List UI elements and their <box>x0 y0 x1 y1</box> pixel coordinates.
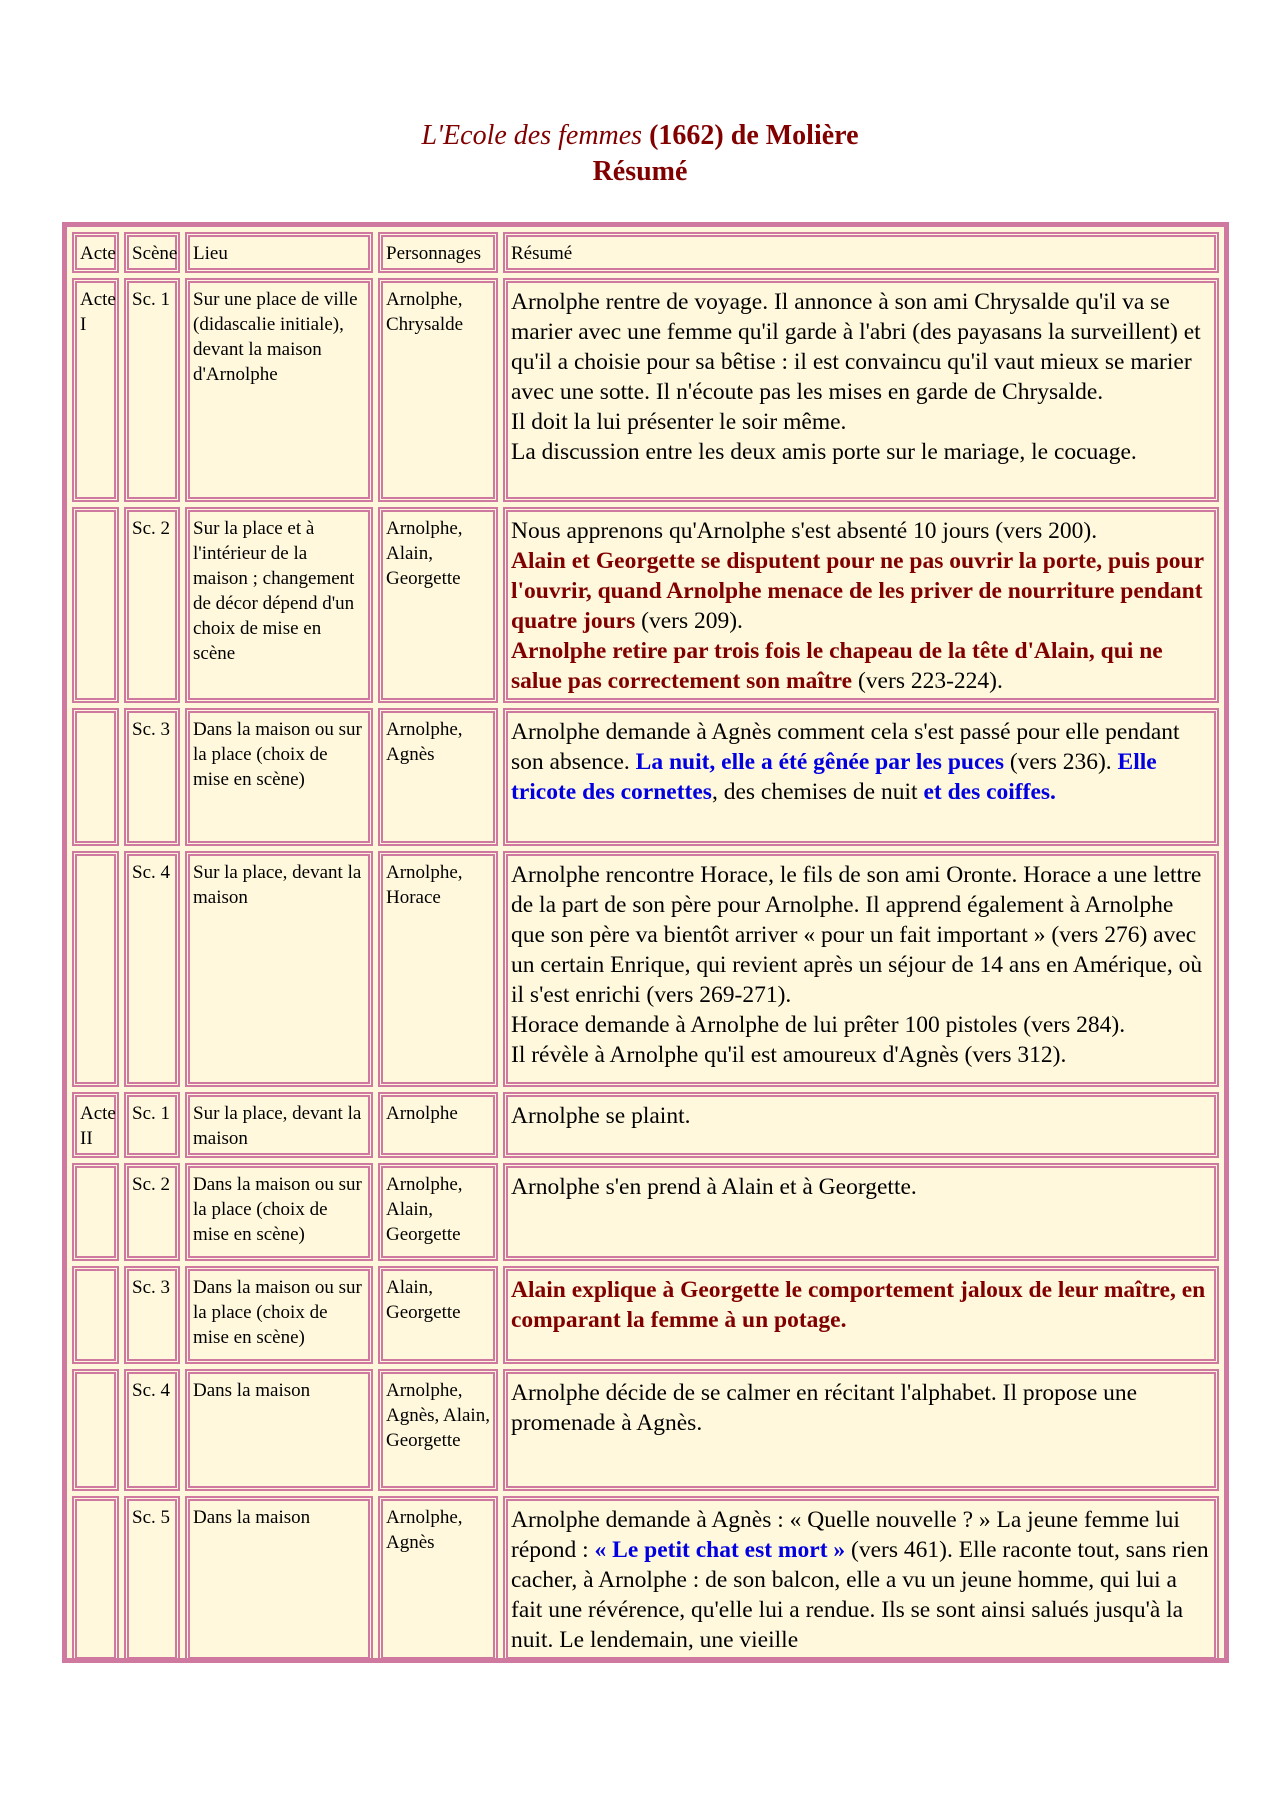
resume-text: Horace demande à Arnolphe de lui prêter 100 pistoles (vers 284). <box>511 1012 1126 1038</box>
table-row <box>72 1266 1219 1364</box>
cell-personnages: Arnolphe, Alain, Georgette <box>378 507 498 703</box>
resume-paragraph <box>511 1378 1211 1438</box>
resume-paragraph <box>511 1101 1211 1131</box>
title-rest: (1662) de Molière <box>642 120 859 151</box>
highlight-blue: Elle tricote des cornettes <box>511 749 1157 805</box>
header-scene: Scène <box>124 232 180 273</box>
resume-text: (vers 209). <box>635 608 743 634</box>
cell-acte: Acte I <box>72 278 119 502</box>
cell-personnages: Arnolphe <box>378 1092 498 1158</box>
highlight-red: Alain et Georgette se disputent pour ne pas ouvrir la porte, puis pour l'ouvrir, quand Arnolphe menace de les priver de nourriture pendant quatre jours <box>511 548 1204 634</box>
cell-resume <box>503 1496 1219 1662</box>
highlight-blue: et des coiffes. <box>923 779 1056 805</box>
resume-text: Arnolphe demande à Agnès : « Quelle nouvelle ? » La jeune femme lui répond : <box>511 1507 1180 1563</box>
cell-resume <box>503 1266 1219 1364</box>
cell-scene: Sc. 5 <box>124 1496 180 1662</box>
cell-resume <box>503 851 1219 1087</box>
cell-scene: Sc. 2 <box>124 507 180 703</box>
table-row <box>72 1163 1219 1261</box>
title-line <box>0 118 1280 154</box>
header-acte: Acte <box>72 232 119 273</box>
cell-acte <box>72 1163 119 1261</box>
cell-personnages: Arnolphe, Agnès, Alain, Georgette <box>378 1369 498 1491</box>
resume-text: Arnolphe se plaint. <box>511 1103 691 1129</box>
cell-lieu: Dans la maison <box>185 1369 373 1491</box>
resume-paragraph <box>511 1040 1211 1070</box>
cell-scene: Sc. 4 <box>124 851 180 1087</box>
resume-text: Arnolphe s'en prend à Alain et à Georgette. <box>511 1174 917 1200</box>
cell-resume <box>503 278 1219 502</box>
header-row <box>72 232 1219 273</box>
cell-scene: Sc. 2 <box>124 1163 180 1261</box>
cell-personnages: Alain, Georgette <box>378 1266 498 1364</box>
resume-paragraph <box>511 1172 1211 1202</box>
resume-paragraph <box>511 407 1211 437</box>
resume-text: , des chemises de nuit <box>711 779 924 805</box>
cell-resume <box>503 708 1219 846</box>
resume-text: (vers 223-224). <box>852 668 1003 694</box>
cell-lieu: Sur la place et à l'intérieur de la maison ; changement de décor dépend d'un choix de mise en scène <box>185 507 373 703</box>
cell-scene: Sc. 4 <box>124 1369 180 1491</box>
resume-paragraph <box>511 437 1211 467</box>
resume-text: Il doit la lui présenter le soir même. <box>511 409 847 435</box>
table-row <box>72 278 1219 502</box>
cell-acte <box>72 708 119 846</box>
cell-acte: Acte II <box>72 1092 119 1158</box>
highlight-blue: « Le petit chat est mort » <box>594 1537 846 1563</box>
resume-paragraph <box>511 287 1211 407</box>
resume-paragraph <box>511 636 1211 696</box>
cell-acte <box>72 1369 119 1491</box>
cell-lieu: Dans la maison ou sur la place (choix de mise en scène) <box>185 1163 373 1261</box>
cell-scene: Sc. 3 <box>124 708 180 846</box>
cell-lieu: Dans la maison ou sur la place (choix de mise en scène) <box>185 708 373 846</box>
highlight-red: Alain explique à Georgette le comportement jaloux de leur maître, en comparant la femme à un potage. <box>511 1277 1206 1333</box>
table-row <box>72 851 1219 1087</box>
summary-table <box>67 227 1224 1663</box>
table-row <box>72 1369 1219 1491</box>
header-lieu: Lieu <box>185 232 373 273</box>
table-row <box>72 1496 1219 1662</box>
table-row <box>72 1092 1219 1158</box>
highlight-red: Arnolphe retire par trois fois le chapeau de la tête d'Alain, qui ne salue pas correctement son maître <box>511 638 1163 694</box>
cell-acte <box>72 1496 119 1662</box>
subtitle: Résumé <box>592 156 688 187</box>
resume-paragraph <box>511 1275 1211 1335</box>
cell-lieu: Dans la maison ou sur la place (choix de mise en scène) <box>185 1266 373 1364</box>
cell-personnages: Arnolphe, Agnès <box>378 708 498 846</box>
highlight-blue: La nuit, elle a été gênée par les puces <box>635 749 1004 775</box>
resume-text: Il révèle à Arnolphe qu'il est amoureux d'Agnès (vers 312). <box>511 1042 1067 1068</box>
resume-text: Arnolphe décide de se calmer en récitant l'alphabet. Il propose une promenade à Agnès. <box>511 1380 1138 1436</box>
resume-paragraph <box>511 860 1211 1010</box>
resume-text: (vers 461). Elle raconte tout, sans rien cacher, à Arnolphe : de son balcon, elle a vu un jeune homme, qui lui a fait une révérence, qu'elle lui a rendue. Ils se sont ainsi salués jusqu'à la nuit. Le lendemain, une vieille <box>511 1537 1209 1653</box>
cell-personnages: Arnolphe, Alain, Georgette <box>378 1163 498 1261</box>
resume-text: Arnolphe rencontre Horace, le fils de son ami Oronte. Horace a une lettre de la part de son père pour Arnolphe. Il apprend également à Arnolphe que son père va bientôt arriver « pour un fait important » (vers 276) avec un certain Enrique, qui revient après un séjour de 14 ans en Amérique, où il s'est enrichi (vers 269-271). <box>511 862 1203 1008</box>
resume-text: Arnolphe demande à Agnès comment cela s'est passé pour elle pendant son absence. <box>511 719 1180 775</box>
cell-acte <box>72 851 119 1087</box>
resume-paragraph <box>511 1505 1211 1655</box>
resume-paragraph <box>511 717 1211 807</box>
cell-resume <box>503 1369 1219 1491</box>
page-title <box>0 118 1280 190</box>
header-personnages: Personnages <box>378 232 498 273</box>
cell-acte <box>72 1266 119 1364</box>
resume-text: Nous apprenons qu'Arnolphe s'est absenté 10 jours (vers 200). <box>511 518 1098 544</box>
cell-resume <box>503 507 1219 703</box>
cell-acte <box>72 507 119 703</box>
resume-text: La discussion entre les deux amis porte sur le mariage, le cocuage. <box>511 439 1137 465</box>
resume-paragraph <box>511 516 1211 546</box>
header-resume: Résumé <box>503 232 1219 273</box>
cell-personnages: Arnolphe, Horace <box>378 851 498 1087</box>
cell-resume <box>503 1163 1219 1261</box>
resume-paragraph <box>511 1010 1211 1040</box>
summary-table-frame <box>62 222 1229 1663</box>
cell-resume <box>503 1092 1219 1158</box>
table-row <box>72 708 1219 846</box>
cell-lieu: Sur une place de ville (didascalie initiale), devant la maison d'Arnolphe <box>185 278 373 502</box>
cell-lieu: Dans la maison <box>185 1496 373 1662</box>
cell-scene: Sc. 3 <box>124 1266 180 1364</box>
title-work: L'Ecole des femmes <box>421 120 643 151</box>
resume-text: (vers 236). <box>1003 749 1118 775</box>
table-row <box>72 507 1219 703</box>
cell-lieu: Sur la place, devant la maison <box>185 1092 373 1158</box>
cell-scene: Sc. 1 <box>124 278 180 502</box>
cell-personnages: Arnolphe, Chrysalde <box>378 278 498 502</box>
cell-personnages: Arnolphe, Agnès <box>378 1496 498 1662</box>
cell-scene: Sc. 1 <box>124 1092 180 1158</box>
resume-text: Arnolphe rentre de voyage. Il annonce à son ami Chrysalde qu'il va se marier avec une femme qu'il garde à l'abri (des payasans la surveillent) et qu'il a choisie pour sa bêtise : il est convaincu qu'il vaut mieux se marier avec une sotte. Il n'écoute pas les mises en garde de Chrysalde. <box>511 289 1201 405</box>
resume-paragraph <box>511 546 1211 636</box>
cell-lieu: Sur la place, devant la maison <box>185 851 373 1087</box>
